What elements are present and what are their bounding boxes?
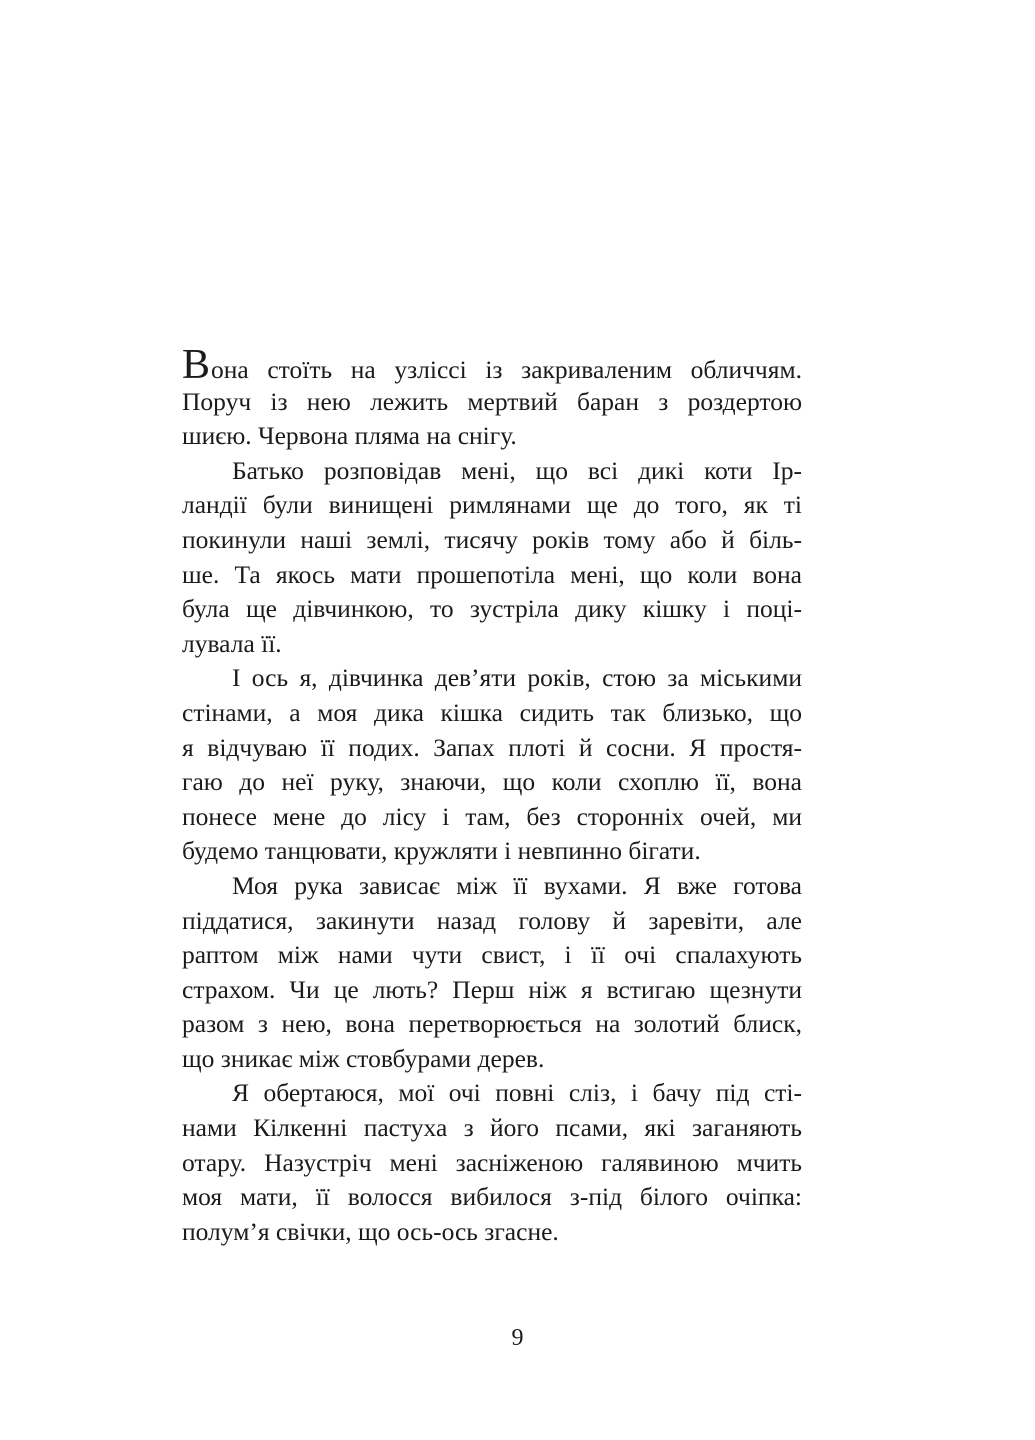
- text-line: гаю до неї руку, знаючи, що коли схоплю її, вона: [182, 767, 802, 797]
- text-line: разом з нею, вона перетворюється на золотий блиск,: [182, 1009, 802, 1039]
- paragraph: [182, 869, 802, 1077]
- paragraph: [182, 454, 802, 662]
- text-line: нами Кілкенні пастуха з його псами, які заганяють: [182, 1113, 802, 1143]
- text-line: була ще дівчинкою, то зустріла дику кішку і поці-: [182, 594, 802, 624]
- text-line: будемо танцювати, кружляти і невпинно бігати.: [182, 836, 701, 866]
- text-line: полум’я свічки, що ось-ось згасне.: [182, 1216, 559, 1246]
- text-line: І ось я, дівчинка дев’яти років, стою за міськими: [232, 663, 802, 693]
- paragraph: [182, 661, 802, 869]
- page-number: 9: [511, 1325, 524, 1351]
- text-line: отару. Назустріч мені засніженою галявиною мчить: [182, 1147, 802, 1177]
- text-line: понесе мене до лісу і там, без сторонніх очей, ми: [182, 801, 802, 831]
- text-line: шиєю. Червона пляма на снігу.: [182, 421, 517, 451]
- paragraph: [182, 342, 802, 454]
- text-line: Я обертаюся, мої очі повні сліз, і бачу під сті-: [232, 1078, 802, 1108]
- text-line: що зникає між стовбурами дерев.: [182, 1043, 545, 1073]
- paragraph: [182, 1076, 802, 1249]
- text-line: лувала її.: [182, 628, 282, 658]
- text-line: Батько розповідав мені, що всі дикі коти Ір-: [232, 455, 802, 485]
- text-line: Моя рука зависає між її вухами. Я вже готова: [232, 870, 802, 900]
- text-line: покинули наші землі, тисячу років тому або й біль-: [182, 524, 802, 554]
- text-line: ше. Та якось мати прошепотіла мені, що коли вона: [182, 559, 802, 589]
- text-line: я відчуваю її подих. Запах плоті й сосни. Я простя-: [182, 732, 802, 762]
- text-line: моя мати, її волосся вибилося з-під білого очіпка:: [182, 1182, 802, 1212]
- body-text: [182, 342, 802, 1249]
- text-line: страхом. Чи це лють? Перш ніж я встигаю щезнути: [182, 974, 802, 1004]
- text-line: стінами, а моя дика кішка сидить так близько, що: [182, 697, 802, 727]
- text-line: ландії були винищені римлянами ще до того, як ті: [182, 490, 802, 520]
- drop-cap: В: [182, 342, 212, 388]
- text-line: піддатися, закинути назад голову й заревіти, але: [182, 905, 802, 935]
- text-line: раптом між нами чути свист, і її очі спалахують: [182, 940, 802, 970]
- text-line: Поруч із нею лежить мертвий баран з роздертою: [182, 386, 802, 416]
- text-line: Вона стоїть на узліссі із закриваленим обличчям.: [182, 342, 802, 388]
